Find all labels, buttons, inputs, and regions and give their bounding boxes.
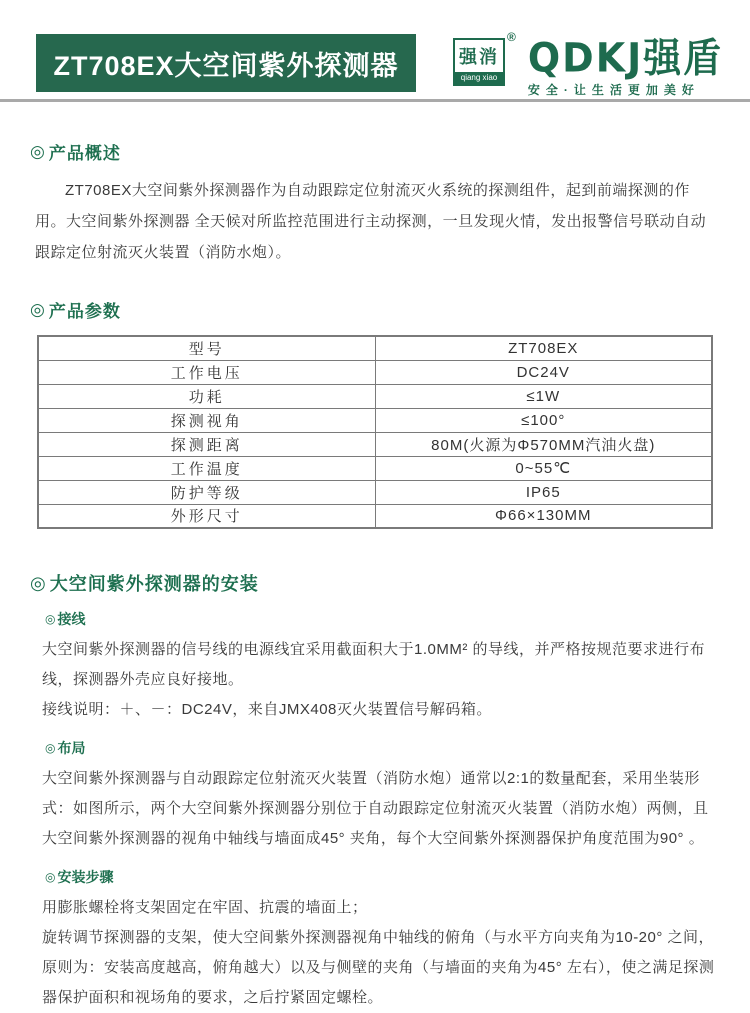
brand-tagline: 安全·让生活更加美好 bbox=[527, 83, 700, 97]
table-row bbox=[38, 336, 712, 360]
layout-paragraph: 大空间紫外探测器与自动跟踪定位射流灭火装置（消防水炮）通常以2:1的数量配套，采用坐装形式：如图所示，两个大空间紫外探测器分别位于自动跟踪定位射流灭火装置（消防水炮）两侧，且大空间紫外探测器的视角中轴线与墙面成45° 夹角，每个大空间紫外探测器保护角度范围为90° 。 bbox=[42, 770, 709, 847]
table-row bbox=[38, 456, 712, 480]
subsection-bullet-icon: ◎ bbox=[45, 612, 56, 626]
param-label: 工作温度 bbox=[38, 456, 375, 480]
param-value: ≤1W bbox=[375, 384, 712, 408]
brand-seal bbox=[453, 38, 505, 86]
section-bullet-icon: ◎ bbox=[30, 299, 46, 319]
steps-paragraph: 旋转调节探测器的支架，使大空间紫外探测器视角中轴线的俯角（与水平方向夹角为10-20° 之间，原则为：安装高度越高，俯角越大）以及与侧壁的夹角（与墙面的夹角为45° 左右），使之满足探测器保护面积和视场角的要求，之后拧紧固定螺栓。 bbox=[42, 929, 715, 1006]
param-value: IP65 bbox=[375, 480, 712, 504]
page-content bbox=[0, 139, 750, 1013]
steps-heading-label: 安装步骤 bbox=[57, 869, 114, 885]
table-row bbox=[38, 504, 712, 528]
subsection-bullet-icon: ◎ bbox=[45, 741, 56, 755]
subsection-heading-layout bbox=[45, 738, 728, 758]
brand-seal-pinyin: qiang xiao bbox=[455, 72, 503, 84]
param-value: ZT708EX bbox=[375, 336, 712, 360]
subsection-heading-wiring bbox=[45, 609, 728, 629]
subsection-bullet-icon: ◎ bbox=[45, 870, 56, 884]
param-label: 探测视角 bbox=[38, 408, 375, 432]
parameters-heading-label: 产品参数 bbox=[48, 302, 121, 321]
param-value: ≤100° bbox=[375, 408, 712, 432]
param-value: 0~55℃ bbox=[375, 456, 712, 480]
subsection-heading-steps bbox=[45, 867, 728, 887]
wiring-heading-label: 接线 bbox=[57, 611, 86, 627]
overview-heading-label: 产品概述 bbox=[48, 144, 121, 163]
page-header bbox=[0, 0, 750, 103]
param-label: 防护等级 bbox=[38, 480, 375, 504]
header-divider bbox=[0, 99, 750, 102]
param-label: 工作电压 bbox=[38, 360, 375, 384]
brand-area bbox=[453, 30, 724, 98]
brand-seal-text: 强消 bbox=[459, 47, 499, 67]
section-heading-installation bbox=[30, 570, 728, 596]
wiring-paragraph: 大空间紫外探测器的信号线的电源线宜采用截面积大于1.0MM² 的导线，并严格按规范要求进行布线，探测器外壳应良好接地。 bbox=[42, 641, 706, 688]
product-title: ZT708EX大空间紫外探测器 bbox=[53, 50, 399, 81]
section-bullet-icon: ◎ bbox=[30, 572, 47, 593]
installation-heading-label: 大空间紫外探测器的安装 bbox=[49, 574, 259, 594]
product-title-banner bbox=[36, 34, 416, 92]
table-row bbox=[38, 432, 712, 456]
table-row bbox=[38, 408, 712, 432]
steps-line-1: 用膨胀螺栓将支架固定在牢固、抗震的墙面上； bbox=[42, 899, 368, 916]
layout-heading-label: 布局 bbox=[57, 740, 86, 756]
table-row bbox=[38, 480, 712, 504]
wiring-note: 接线说明：＋、－：DC24V，来自JMX408灭火装置信号解码箱。 bbox=[42, 701, 492, 718]
registered-trademark-icon: ® bbox=[507, 30, 516, 44]
table-row bbox=[38, 384, 712, 408]
parameters-table bbox=[37, 335, 713, 529]
param-label: 外形尺寸 bbox=[38, 504, 375, 528]
brand-logo-block bbox=[527, 34, 724, 98]
param-value: 80M(火源为Φ570MM汽油火盘) bbox=[375, 432, 712, 456]
brand-logo: QDKJ强盾 bbox=[527, 34, 724, 82]
overview-paragraph: ZT708EX大空间紫外探测器作为自动跟踪定位射流灭火系统的探测组件，起到前端探测的作用。大空间紫外探测器 全天候对所监控范围进行主动探测，一旦发现火情，发出报警信号联动自动跟踪定位射流灭火装置（消防水炮）。 bbox=[35, 182, 707, 261]
param-label: 探测距离 bbox=[38, 432, 375, 456]
section-bullet-icon: ◎ bbox=[30, 141, 46, 161]
param-label: 型号 bbox=[38, 336, 375, 360]
param-value: Φ66×130MM bbox=[375, 504, 712, 528]
table-row bbox=[38, 360, 712, 384]
param-value: DC24V bbox=[375, 360, 712, 384]
section-heading-overview bbox=[30, 139, 728, 164]
param-label: 功耗 bbox=[38, 384, 375, 408]
section-heading-parameters bbox=[30, 297, 728, 322]
